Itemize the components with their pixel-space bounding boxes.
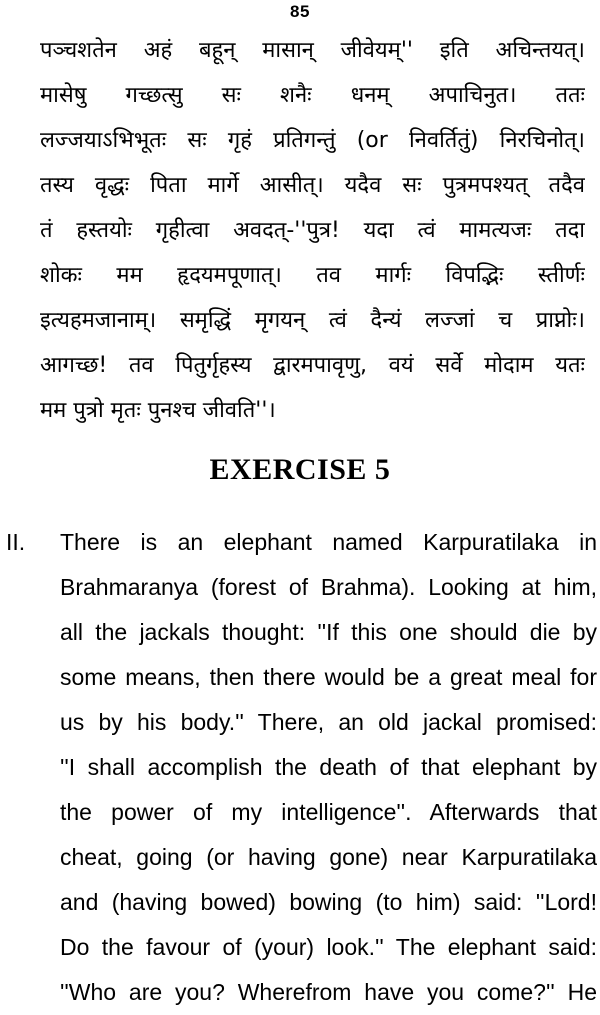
english-line: cheat, going (or having gone) near Karpuratilaka	[60, 844, 597, 870]
sanskrit-line: मम पुत्रो मृतः पुनश्च जीवति''।	[40, 398, 276, 423]
english-paragraph	[60, 520, 597, 1015]
english-line: There is an elephant named Karpuratilaka in	[60, 529, 597, 555]
sanskrit-line: तं हस्तयोः गृहीत्वा अवदत्-''पुत्र! यदा त्वं मामत्यजः तदा	[40, 218, 585, 243]
sanskrit-line: मासेषु गच्छत्सु सः शनैः धनम् अपाचिनुत। ततः	[40, 83, 585, 108]
english-line: us by his body.'' There, an old jackal promised:	[60, 709, 597, 735]
english-line: some means, then there would be a great meal for	[60, 664, 597, 690]
page-number: 85	[290, 2, 310, 21]
sanskrit-line: तस्य वृद्धः पिता मार्गे आसीत्। यदैव सः पुत्रमपश्यत् तदैव	[40, 173, 585, 198]
english-line: Brahmaranya (forest of Brahma). Looking at him,	[60, 574, 597, 600]
english-line: ''Who are you? Wherefrom have you come?'' He	[60, 979, 597, 1005]
sanskrit-line: शोकः मम हृदयमपूणात्। तव मार्गः विपद्भिः स्तीर्णः	[40, 263, 585, 288]
sanskrit-line: पञ्चशतेन अहं बहून् मासान् जीवेयम्'' इति अचिन्तयत्।	[40, 38, 585, 63]
item-number: II.	[6, 529, 26, 555]
exercise-heading: EXERCISE 5	[209, 453, 391, 486]
english-line: Do the favour of (your) look.'' The elephant said:	[60, 934, 597, 960]
english-line: and (having bowed) bowing (to him) said: ''Lord!	[60, 889, 597, 915]
english-line: the power of my intelligence''. Afterwards that	[60, 799, 597, 825]
english-line: ''I shall accomplish the death of that elephant by	[60, 754, 597, 780]
sanskrit-line: लज्जयाऽभिभूतः सः गृहं प्रतिगन्तुं (or निवर्तितुं) निरचिनोत्।	[40, 128, 585, 153]
sanskrit-line: इत्यहमजानाम्। समृद्धिं मृगयन् त्वं दैन्यं लज्जां च प्राप्नोः।	[40, 308, 585, 333]
sanskrit-paragraph	[40, 28, 585, 433]
english-line: all the jackals thought: ''If this one should die by	[60, 619, 597, 645]
sanskrit-line: आगच्छ! तव पितुर्गृहस्य द्वारमपावृणु, वयं सर्वे मोदाम यतः	[40, 353, 585, 378]
